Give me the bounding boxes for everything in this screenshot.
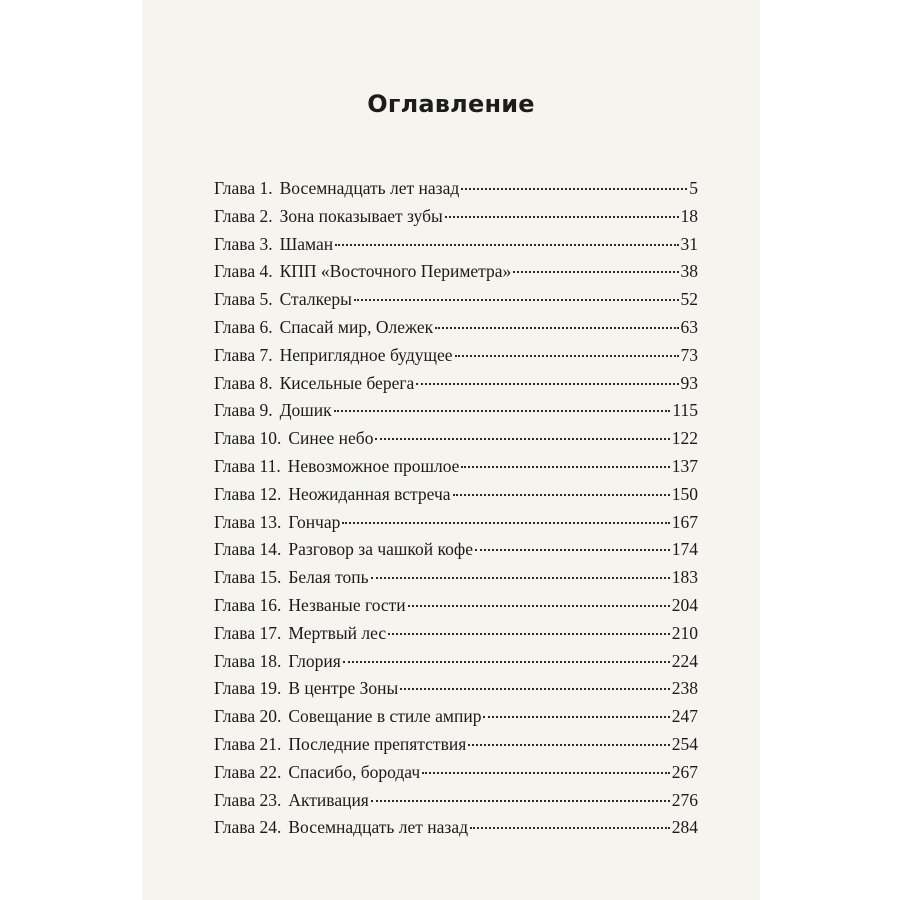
page-number: 115: [672, 400, 698, 421]
toc-entry: [214, 484, 698, 512]
page-number: 150: [671, 483, 698, 504]
dot-leader: [354, 299, 679, 301]
chapter-title: Восемнадцать лет назад: [279, 178, 460, 198]
page-number: 63: [680, 316, 698, 337]
dot-leader: [388, 633, 670, 635]
toc-entry: [214, 623, 698, 651]
chapter-number: Глава 21.: [214, 733, 282, 754]
toc-entry: [214, 762, 698, 790]
chapter-number: Глава 6.: [214, 316, 273, 337]
dot-leader: [400, 688, 669, 690]
chapter-number: Глава 1.: [214, 178, 273, 198]
chapter-number: Глава 20.: [214, 706, 282, 727]
toc-entry: [214, 178, 698, 206]
dot-leader: [461, 466, 669, 468]
chapter-title: КПП «Восточного Периметра»: [279, 261, 512, 282]
toc-entry: [214, 317, 698, 345]
dot-leader: [416, 383, 678, 385]
page-number: 122: [671, 428, 698, 449]
dot-leader: [445, 216, 679, 218]
page-number: 204: [671, 594, 698, 615]
chapter-number: Глава 19.: [214, 678, 282, 699]
toc-entry: [214, 595, 698, 623]
chapter-title: Последние препятствия: [288, 733, 467, 754]
dot-leader: [475, 549, 670, 551]
chapter-title: Спасибо, бородач: [288, 761, 421, 782]
chapter-title: Разговор за чашкой кофе: [288, 539, 473, 560]
dot-leader: [334, 410, 671, 412]
dot-leader: [470, 827, 670, 829]
page-number: 18: [680, 205, 698, 226]
chapter-number: Глава 10.: [214, 428, 282, 449]
toc-entry: [214, 678, 698, 706]
toc-entry: [214, 734, 698, 762]
dot-leader: [375, 438, 669, 440]
chapter-title: Дошик: [279, 400, 332, 421]
dot-leader: [461, 188, 687, 190]
dot-leader: [483, 716, 669, 718]
chapter-title: Белая топь: [288, 567, 369, 588]
toc-entry: [214, 206, 698, 234]
page-number: 210: [671, 622, 698, 643]
toc-entry: [214, 234, 698, 262]
chapter-number: Глава 4.: [214, 261, 273, 282]
chapter-title: Спасай мир, Олежек: [279, 316, 434, 337]
dot-leader: [455, 355, 679, 357]
chapter-title: Шаман: [279, 233, 334, 254]
chapter-title: Неожиданная встреча: [288, 483, 451, 504]
chapter-number: Глава 14.: [214, 539, 282, 560]
dot-leader: [335, 244, 678, 246]
chapter-title: Гончар: [288, 511, 341, 532]
toc-entry: [214, 428, 698, 456]
page-number: 254: [671, 733, 698, 754]
dot-leader: [371, 577, 670, 579]
page-number: 224: [671, 650, 698, 671]
dot-leader: [513, 271, 678, 273]
table-of-contents: [214, 178, 698, 845]
page-title: Оглавление: [367, 90, 535, 118]
chapter-title: Зона показывает зубы: [279, 205, 443, 226]
chapter-number: Глава 12.: [214, 483, 282, 504]
chapter-number: Глава 5.: [214, 289, 273, 310]
chapter-title: В центре Зоны: [288, 678, 399, 699]
toc-entry: [214, 456, 698, 484]
toc-entry: [214, 261, 698, 289]
chapter-number: Глава 18.: [214, 650, 282, 671]
dot-leader: [342, 522, 669, 524]
chapter-title: Глория: [288, 650, 341, 671]
chapter-number: Глава 11.: [214, 455, 281, 476]
toc-entry: [214, 512, 698, 540]
page-number: 284: [671, 817, 698, 838]
page-number: 267: [671, 761, 698, 782]
chapter-number: Глава 22.: [214, 761, 282, 782]
page-number: 174: [671, 539, 698, 560]
toc-entry: [214, 400, 698, 428]
chapter-title: Восемнадцать лет назад: [288, 817, 468, 838]
chapter-number: Глава 23.: [214, 789, 282, 810]
toc-entry: [214, 567, 698, 595]
chapter-title: Сталкеры: [279, 289, 352, 310]
chapter-title: Невозможное прошлое: [287, 455, 460, 476]
chapter-number: Глава 24.: [214, 817, 282, 838]
chapter-number: Глава 8.: [214, 372, 273, 393]
page-number: 5: [689, 178, 698, 198]
toc-entry: [214, 790, 698, 818]
toc-entry: [214, 817, 698, 845]
chapter-number: Глава 9.: [214, 400, 273, 421]
chapter-number: Глава 16.: [214, 594, 282, 615]
toc-entry: [214, 373, 698, 401]
book-page: [142, 0, 760, 900]
page-number: 238: [671, 678, 698, 699]
chapter-number: Глава 2.: [214, 205, 273, 226]
dot-leader: [343, 661, 670, 663]
chapter-title: Незваные гости: [288, 594, 406, 615]
toc-entry: [214, 345, 698, 373]
dot-leader: [422, 772, 670, 774]
page-number: 137: [671, 455, 698, 476]
chapter-number: Глава 13.: [214, 511, 282, 532]
toc-entry: [214, 539, 698, 567]
page-number: 31: [680, 233, 698, 254]
chapter-title: Совещание в стиле ампир: [288, 706, 482, 727]
page-number: 73: [680, 344, 698, 365]
chapter-title: Кисельные берега: [279, 372, 415, 393]
page-number: 247: [671, 706, 698, 727]
page-number: 276: [671, 789, 698, 810]
chapter-number: Глава 17.: [214, 622, 282, 643]
chapter-title: Синее небо: [288, 428, 374, 449]
chapter-number: Глава 7.: [214, 344, 273, 365]
toc-entry: [214, 651, 698, 679]
toc-entry: [214, 706, 698, 734]
dot-leader: [453, 494, 670, 496]
dot-leader: [408, 605, 670, 607]
chapter-number: Глава 15.: [214, 567, 282, 588]
toc-entry: [214, 289, 698, 317]
dot-leader: [371, 800, 670, 802]
chapter-title: Активация: [288, 789, 369, 810]
page-number: 38: [680, 261, 698, 282]
dot-leader: [468, 744, 670, 746]
page-number: 93: [680, 372, 698, 393]
chapter-title: Мертвый лес: [288, 622, 387, 643]
chapter-title: Неприглядное будущее: [279, 344, 453, 365]
page-number: 167: [671, 511, 698, 532]
page-number: 183: [671, 567, 698, 588]
page-number: 52: [680, 289, 698, 310]
dot-leader: [435, 327, 678, 329]
chapter-number: Глава 3.: [214, 233, 273, 254]
